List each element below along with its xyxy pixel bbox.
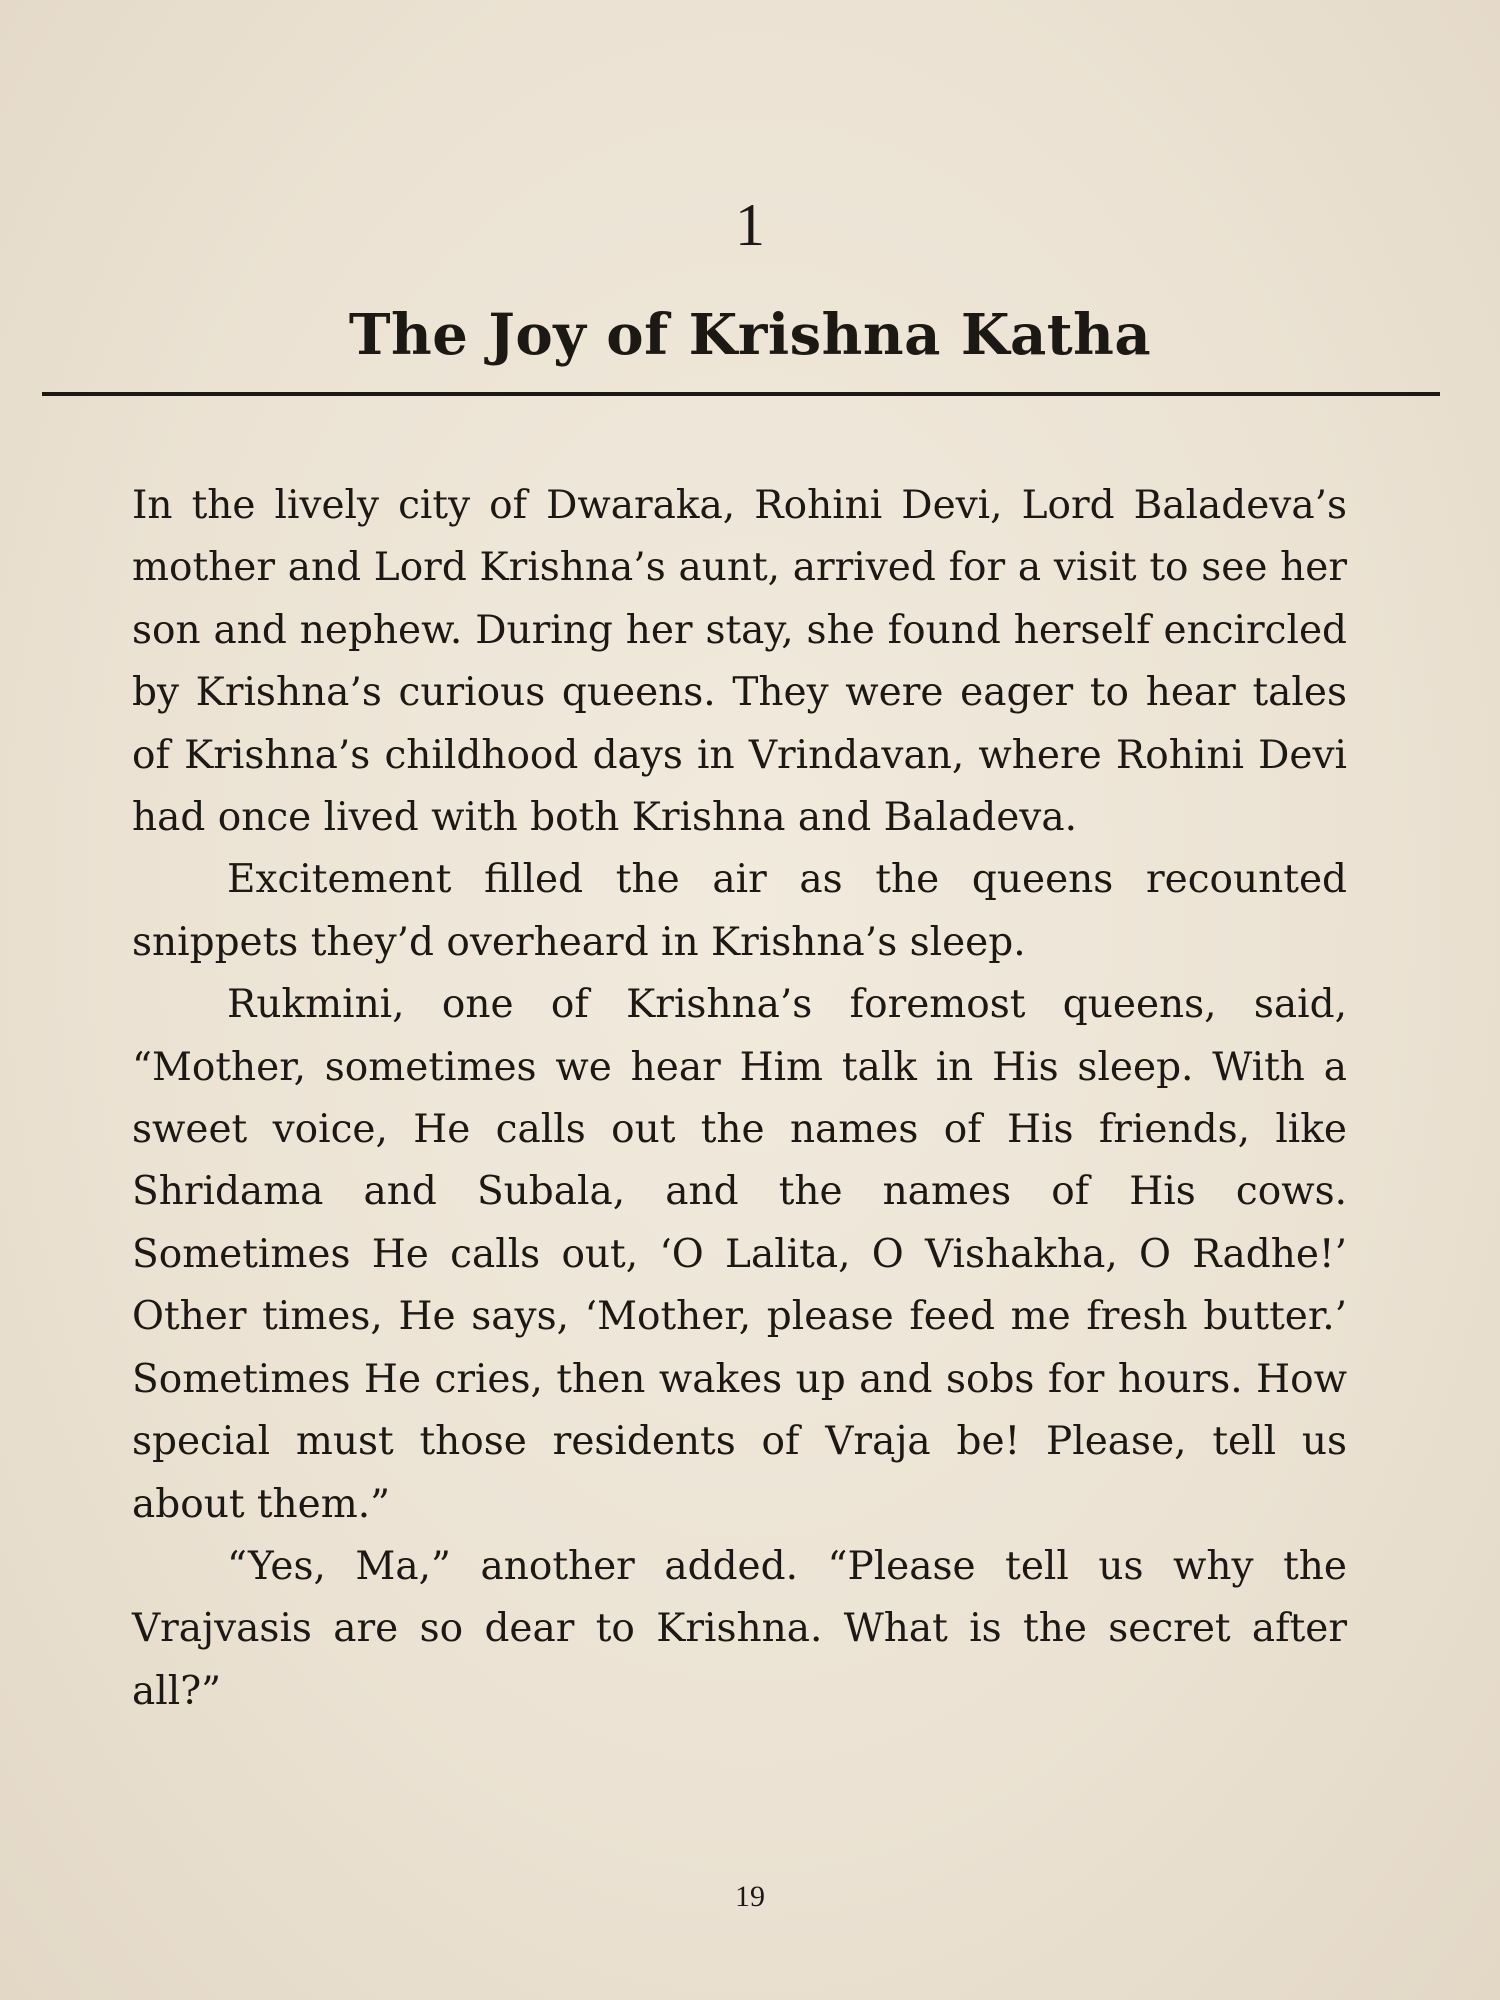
- paragraph: “Yes, Ma,” another added. “Please tell us why the Vrajvasis are so dear to Krishna. What is the secret after all?”: [132, 1543, 1347, 1714]
- paragraph: Rukmini, one of Krishna’s foremost queens, said, “Mother, sometimes we hear Him talk in His sleep. With a sweet voice, He calls out the names of His friends, like Shridama and Subala, and the names of His cows. Sometimes He calls out, ‘O Lalita, O Vishakha, O Radhe!’ Other times, He says, ‘Mother, please feed me fresh butter.’ Sometimes He cries, then wakes up and sobs for hours. How special must those residents of Vraja be! Please, tell us about them.”: [132, 982, 1347, 1527]
- paragraph: Excitement filled the air as the queens recounted snippets they’d overheard in Krishna’s sleep.: [132, 857, 1347, 965]
- title-rule: [42, 392, 1440, 396]
- page-number: 19: [735, 1880, 765, 1913]
- chapter-number: 1: [735, 192, 765, 258]
- paragraph: In the lively city of Dwaraka, Rohini Devi, Lord Baladeva’s mother and Lord Krishna’s aunt, arrived for a visit to see her son and nephew. During her stay, she found herself encircled by Krishna’s curious queens. They were eager to hear tales of Krishna’s childhood days in Vrindavan, where Rohini Devi had once lived with both Krishna and Baladeva.: [132, 483, 1347, 841]
- chapter-title: The Joy of Krishna Katha: [348, 302, 1152, 368]
- chapter-body: [132, 475, 1347, 1723]
